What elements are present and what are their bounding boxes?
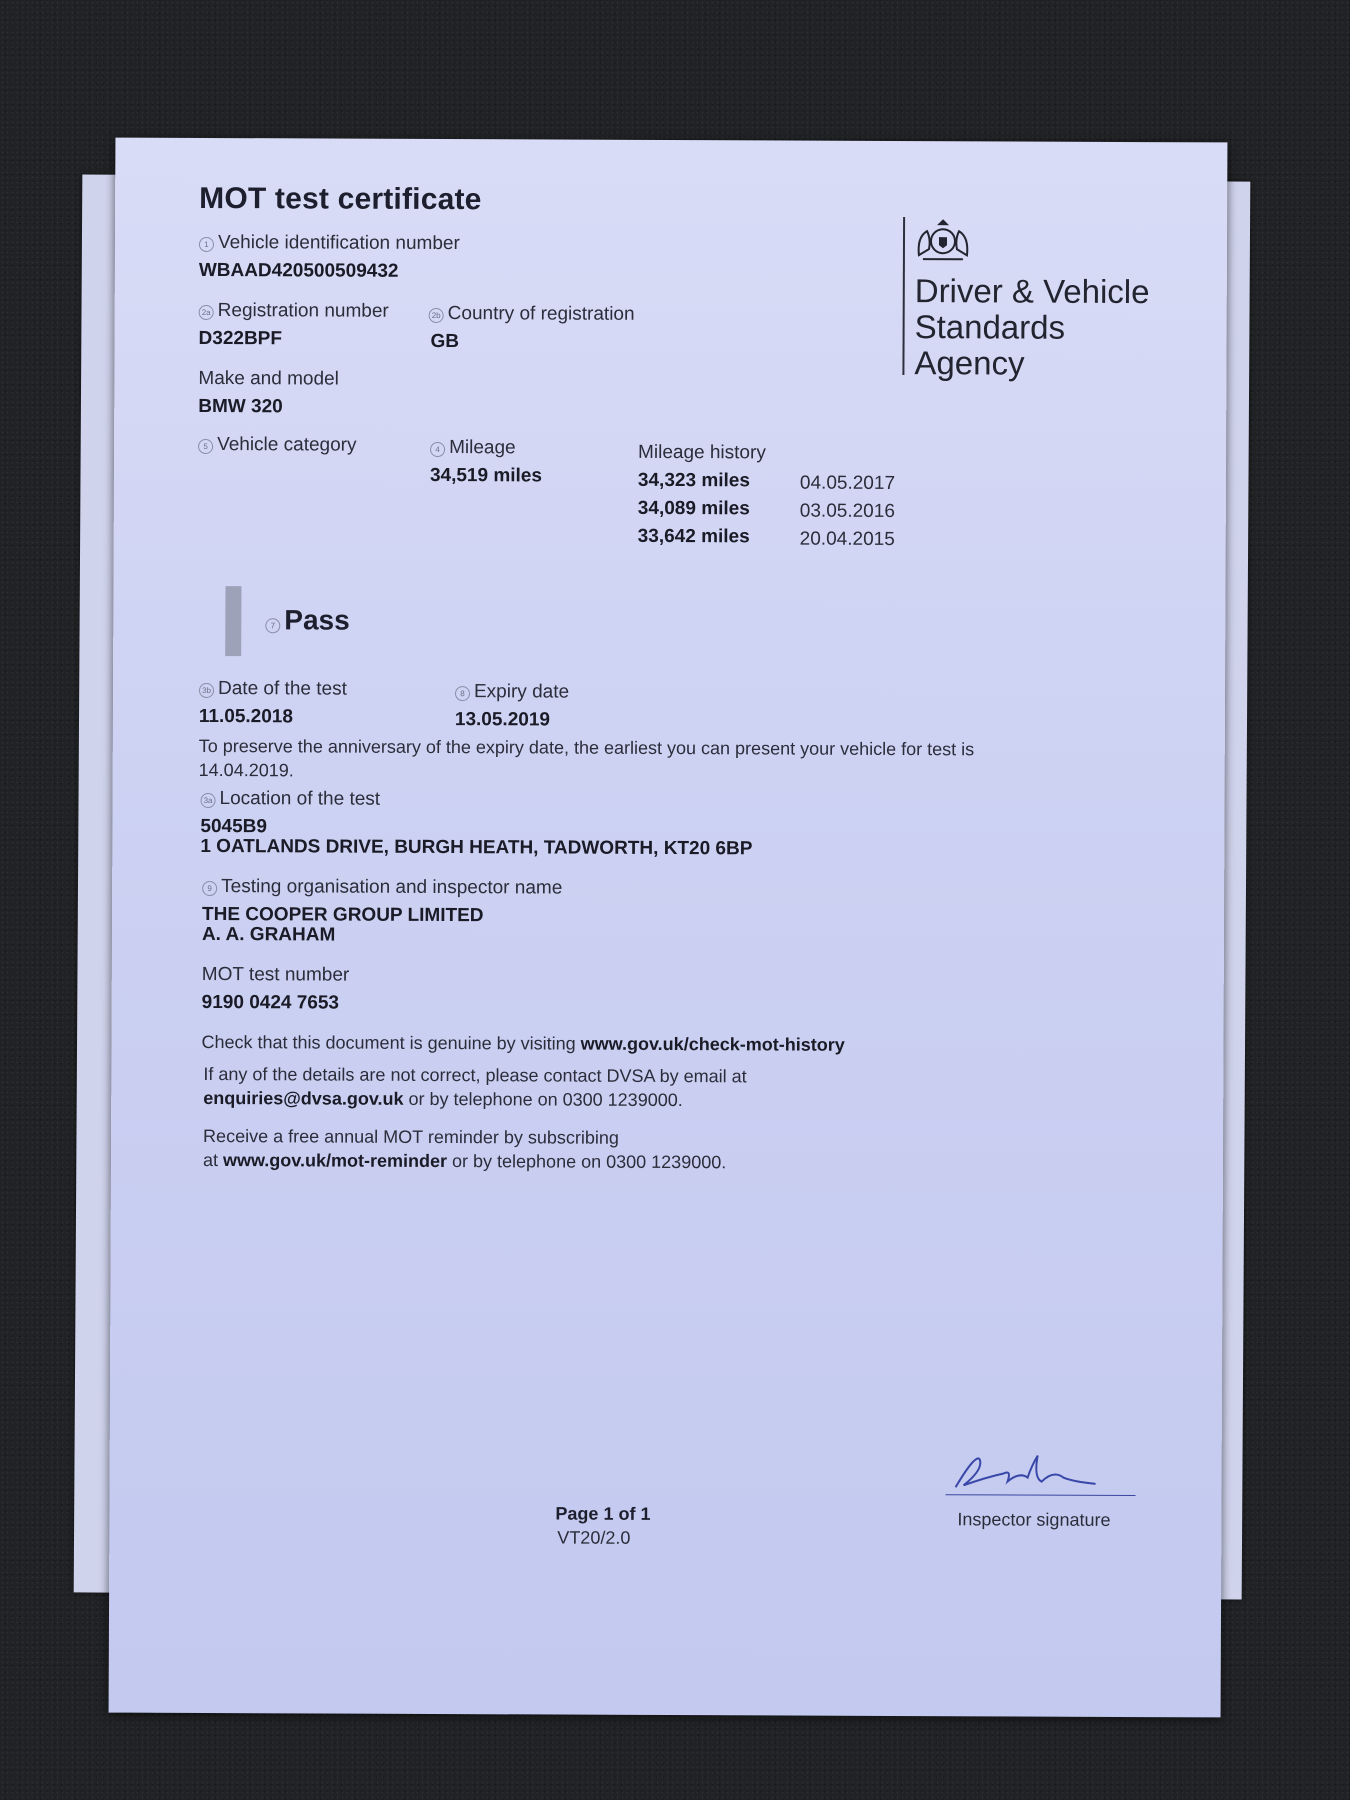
test-number-value: 9190 0424 7653 <box>201 991 340 1014</box>
mileage-history-miles: 33,642 miles <box>637 525 750 548</box>
agency-rule <box>902 217 905 375</box>
agency-name-line-1: Driver & Vehicle <box>914 272 1150 311</box>
reminder-note: Receive a free annual MOT reminder by subscribing at www.gov.uk/mot-reminder or by telephone on 0300 1239000. <box>202 1125 727 1173</box>
test-number-label: MOT test number <box>201 963 350 986</box>
mileage-history-miles: 34,089 miles <box>637 497 750 520</box>
result-value: Pass <box>284 604 350 636</box>
field-number: 8 <box>455 686 470 701</box>
test-date-value: 11.05.2018 <box>198 705 294 728</box>
reminder-link[interactable]: www.gov.uk/mot-reminder <box>222 1150 448 1172</box>
agency-name-line-2: Standards <box>914 308 1066 346</box>
mileage-value: 34,519 miles <box>429 464 542 487</box>
country-value: GB <box>430 330 460 353</box>
mileage-history-date: 03.05.2016 <box>799 500 895 522</box>
agency-name-line-3: Agency <box>914 344 1025 382</box>
organisation-name: THE COOPER GROUP LIMITED <box>202 903 484 927</box>
mot-certificate <box>109 138 1228 1718</box>
field-number: 2a <box>199 305 214 320</box>
make-model-value: BMW 320 <box>198 395 283 418</box>
mileage-label: 4 Mileage <box>430 437 516 459</box>
registration-label: 2a Registration number <box>199 300 389 323</box>
test-date-label: 3b Date of the test <box>199 678 347 701</box>
contact-email[interactable]: enquiries@dvsa.gov.uk <box>203 1087 404 1109</box>
mileage-history-date: 04.05.2017 <box>799 472 896 494</box>
mileage-history-miles: 34,323 miles <box>637 469 750 492</box>
document-title: MOT test certificate <box>199 181 482 217</box>
expiry-date-label: 8 Expiry date <box>455 681 569 703</box>
expiry-date-value: 13.05.2019 <box>454 709 551 731</box>
field-number: 4 <box>430 442 445 457</box>
vin-value: WBAAD420500509432 <box>198 259 399 282</box>
field-number: 3b <box>199 683 214 698</box>
contact-note: If any of the details are not correct, please contact DVSA by email at enquiries@dvsa.gov.uk or by telephone on 0300 1239000. <box>203 1063 747 1111</box>
registration-value: D322BPF <box>198 327 283 350</box>
field-number: 2b <box>429 308 444 323</box>
field-number: 7 <box>265 618 280 633</box>
page-number: Page 1 of 1 <box>555 1503 651 1524</box>
royal-crest-icon <box>913 215 973 265</box>
form-code: VT20/2.0 <box>557 1527 631 1548</box>
mileage-history-date: 20.04.2015 <box>799 528 895 550</box>
field-number: 5 <box>198 439 213 454</box>
organisation-label: 9 Testing organisation and inspector name <box>202 876 562 900</box>
field-number: 1 <box>199 237 214 252</box>
signature-label: Inspector signature <box>957 1509 1111 1530</box>
location-label: 3a Location of the test <box>201 788 381 811</box>
make-model-label: Make and model <box>198 367 339 390</box>
anniversary-note: To preserve the anniversary of the expiry date, the earliest you can present your vehicle for test is 14.04.2019. <box>198 735 975 781</box>
result <box>265 604 350 636</box>
result-marker <box>225 586 241 656</box>
vehicle-category-label: 5 Vehicle category <box>198 434 357 457</box>
check-note: Check that this document is genuine by visiting www.gov.uk/check-mot-history <box>201 1031 845 1055</box>
vin-label: 1 Vehicle identification number <box>199 232 460 255</box>
check-link[interactable]: www.gov.uk/check-mot-history <box>580 1033 845 1055</box>
location-code: 5045B9 <box>200 815 268 838</box>
field-number: 9 <box>202 881 217 896</box>
location-address: 1 OATLANDS DRIVE, BURGH HEATH, TADWORTH, KT20 6BP <box>200 835 753 860</box>
field-number: 3a <box>201 793 216 808</box>
inspector-name: A. A. GRAHAM <box>201 923 336 946</box>
inspector-signature-image <box>946 1447 1116 1498</box>
mileage-history-label: Mileage history <box>638 441 766 464</box>
country-label: 2b Country of registration <box>429 303 635 326</box>
